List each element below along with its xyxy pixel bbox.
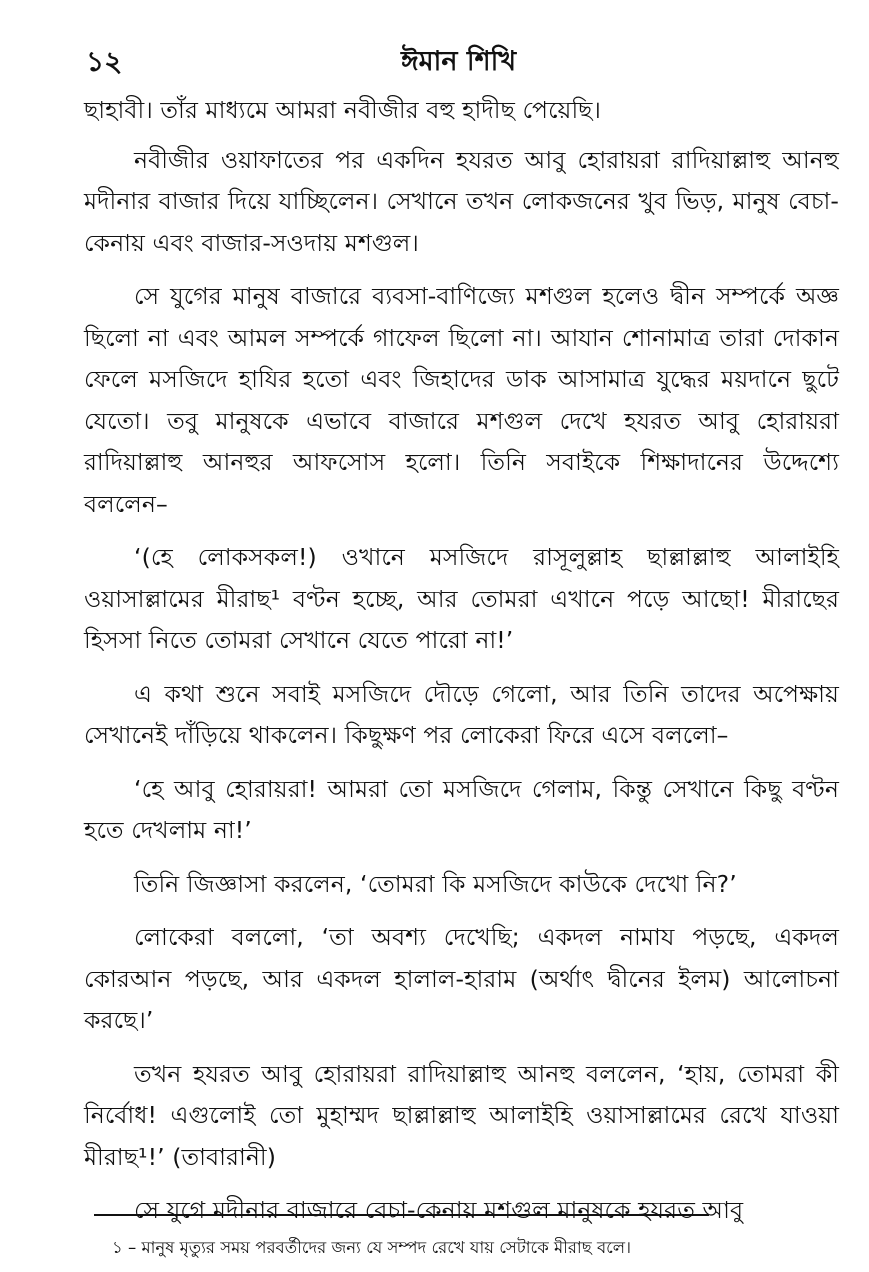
page-number: ১২ [86, 45, 123, 78]
paragraph-10: সে যুগে মদীনার বাজারে বেচা-কেনায় মশগুল মানুষকে হযরত আবু [134, 1196, 744, 1224]
body-text [84, 90, 839, 1244]
paragraph-2: নবীজীর ওয়াফাতের পর একদিন হযরত আবু হোরায়রা রাদিয়াল্লাহু আনহু মদীনার বাজার দিয়ে যাচ্ছিলেন। সেখানে তখন লোকজনের খুব ভিড়, মানুষ বেচা-কেনায় এবং বাজার-সওদায় মশগুল। [84, 145, 839, 257]
paragraph-9: তখন হযরত আবু হোরায়রা রাদিয়াল্লাহু আনহু বললেন, ‘হায়, তোমরা কী নির্বোধ! এগুলোই তো মুহাম্মদ ছাল্লাল্লাহু আলাইহি ওয়াসাল্লামের রেখে যাওয়া মীরাছ¹!’ (তাবারানী) [84, 1059, 839, 1171]
running-title: ঈমান শিখি [400, 46, 517, 77]
footnote: ১ – মানুষ মৃত্যুর সময় পরবর্তীদের জন্য যে সম্পদ রেখে যায় সেটাকে মীরাছ বলে। [112, 1238, 631, 1257]
paragraph-6-quote: ‘হে আবু হোরায়রা! আমরা তো মসজিদে গেলাম, কিন্তু সেখানে কিছু বণ্টন হতে দেখলাম না!’ [84, 774, 839, 844]
paragraph-7: তিনি জিজ্ঞাসা করলেন, ‘তোমরা কি মসজিদে কাউকে দেখো নি?’ [134, 869, 737, 898]
paragraph-5: এ কথা শুনে সবাই মসজিদে দৌড়ে গেলো, আর তিনি তাদের অপেক্ষায় সেখানেই দাঁড়িয়ে থাকলেন। কিছুক্ষণ পর লোকেরা ফিরে এসে বললো– [84, 679, 839, 749]
paragraph-1: ছাহাবী। তাঁর মাধ্যমে আমরা নবীজীর বহু হাদীছ পেয়েছি। [84, 96, 602, 124]
footnote-divider [94, 1214, 709, 1216]
paragraph-3: সে যুগের মানুষ বাজারে ব্যবসা-বাণিজ্যে মশগুল হলেও দ্বীন সম্পর্কে অজ্ঞ ছিলো না এবং আমল সম্পর্কে গাফেল ছিলো না। আযান শোনামাত্র তারা দোকান ফেলে মসজিদে হাযির হতো এবং জিহাদের ডাক আসামাত্র যুদ্ধের ময়দানে ছুটে যেতো। তবু মানুষকে এভাবে বাজারে মশগুল দেখে হযরত আবু হোরায়রা রাদিয়াল্লাহু আনহুর আফসোস হলো। তিনি সবাইকে শিক্ষাদানের উদ্দেশ্যে বললেন– [84, 282, 840, 518]
paragraph-4-quote: ‘(হে লোকসকল!) ওখানে মসজিদে রাসূলুল্লাহ ছাল্লাল্লাহু আলাইহি ওয়াসাল্লামের মীরাছ¹ বণ্টন হচ্ছে, আর তোমরা এখানে পড়ে আছো! মীরাছের হিসসা নিতে তোমরা সেখানে যেতে পারো না!’ [84, 543, 839, 654]
page-header [80, 40, 837, 84]
paragraph-8: লোকেরা বললো, ‘তা অবশ্য দেখেছি; একদল নামায পড়ছে, একদল কোরআন পড়ছে, আর একদল হালাল-হারাম (অর্থাৎ দ্বীনের ইলম) আলোচনা করছে।’ [84, 923, 839, 1034]
